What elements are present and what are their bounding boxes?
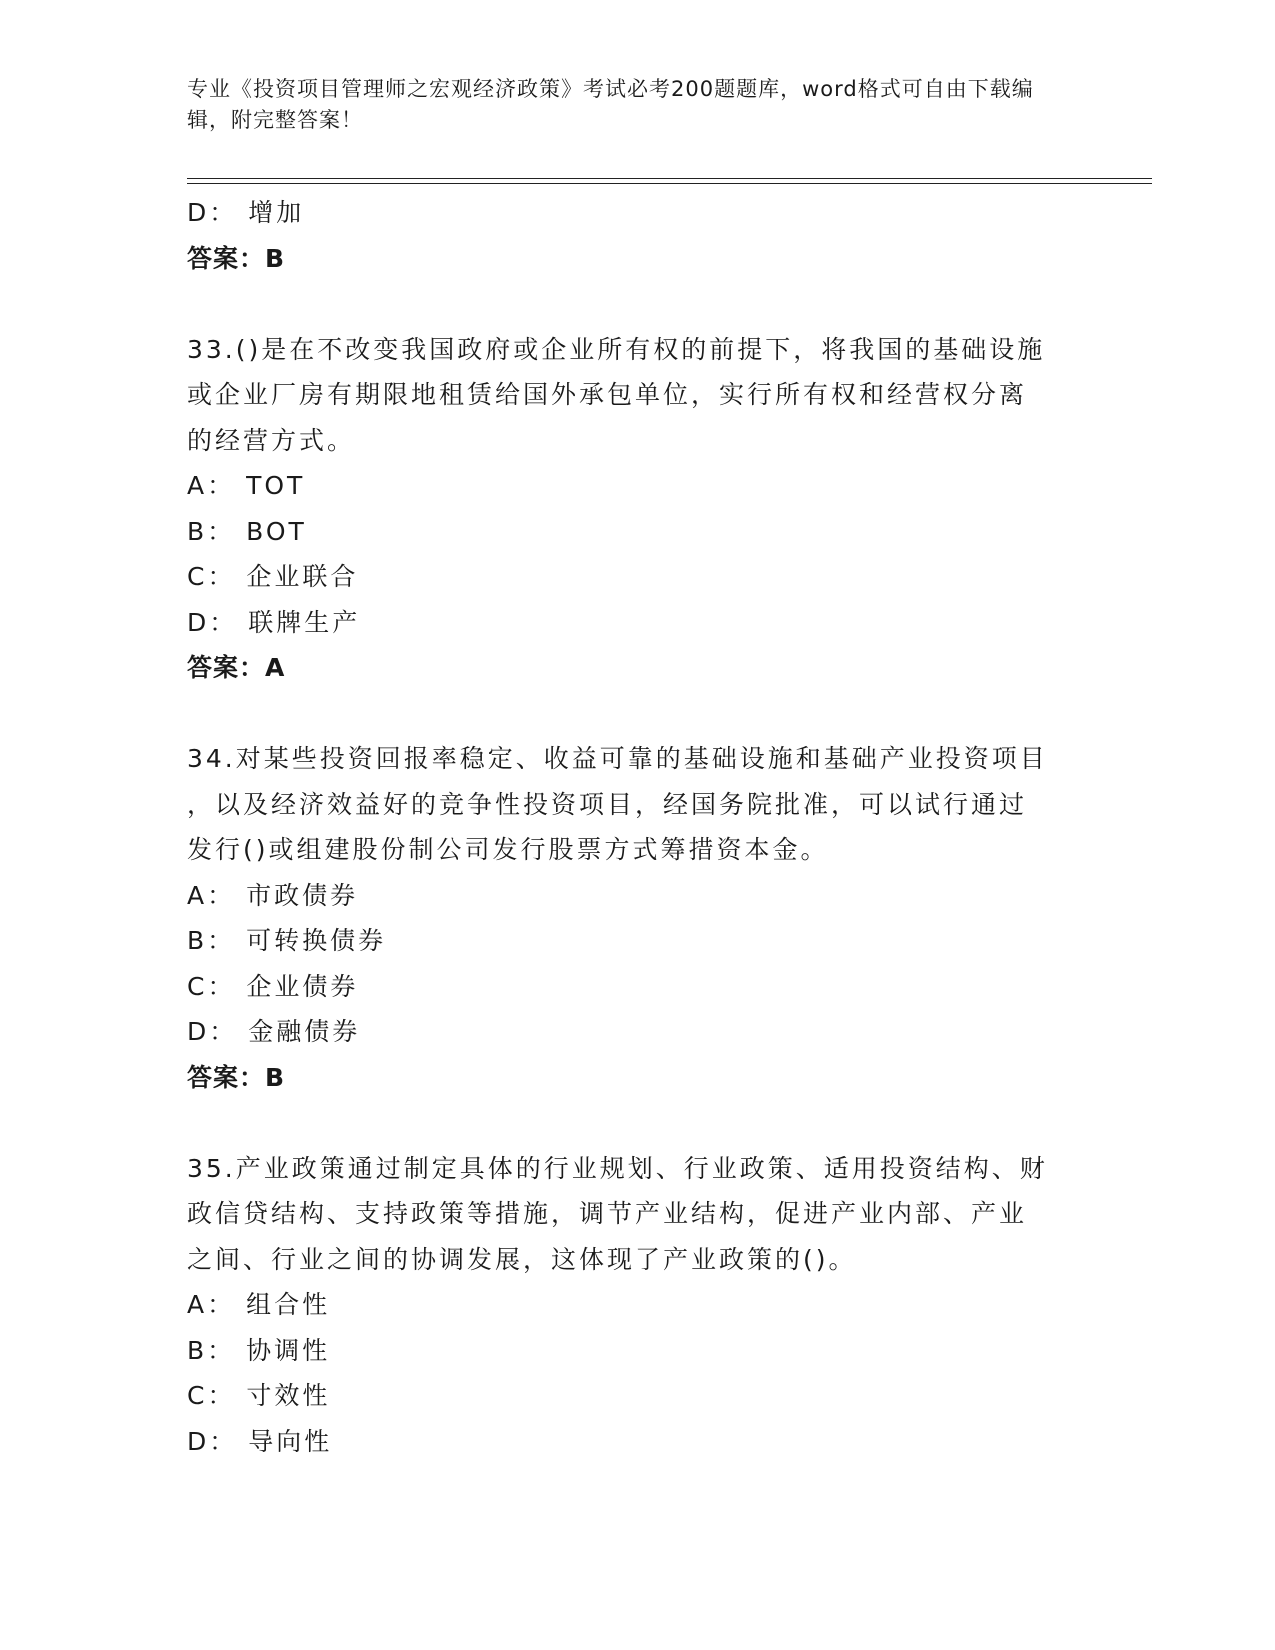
question-stem-line: 发行()或组建股份制公司发行股票方式筹措资本金。 — [187, 835, 829, 864]
spacer — [187, 281, 1087, 327]
document-header: 专业《投资项目管理师之宏观经济政策》考试必考200题题库，word格式可自由下载编辑，附完整答案！ — [187, 77, 1034, 132]
option-line — [187, 964, 1087, 1010]
option-text: 可转换债券 — [246, 926, 387, 955]
option-line — [187, 1419, 1087, 1465]
spacer — [187, 691, 1087, 737]
option-key: D — [187, 1017, 210, 1046]
option-separator: ： — [209, 1426, 249, 1456]
question-block — [187, 327, 1087, 691]
option-text: 寸效性 — [246, 1381, 331, 1410]
option-text: 导向性 — [248, 1426, 333, 1456]
option-key: D — [187, 198, 210, 227]
option-key: B — [187, 1335, 208, 1365]
option-line — [187, 1373, 1087, 1419]
option-separator: ： — [207, 880, 247, 910]
option-line — [187, 1328, 1087, 1374]
question-block — [187, 1146, 1087, 1465]
option-text: 联牌生产 — [248, 607, 361, 637]
option-line — [187, 509, 1087, 555]
option-separator: ： — [207, 1381, 247, 1410]
question-stem-line: ，以及经济效益好的竞争性投资项目，经国务院批准，可以试行通过 — [187, 789, 1028, 819]
option-text: 金融债券 — [248, 1017, 361, 1046]
question-block — [187, 736, 1087, 1100]
option-separator: ： — [209, 607, 249, 637]
question-stem-line: 或企业厂房有期限地租赁给国外承包单位，实行所有权和经营权分离 — [187, 380, 1028, 409]
option-line — [187, 554, 1087, 600]
answer-label: 答案：B — [187, 1062, 286, 1092]
question-stem-line: 34.对某些投资回报率稳定、收益可靠的基础设施和基础产业投资项目 — [187, 744, 1048, 773]
option-separator: ： — [207, 971, 247, 1001]
option-key: A — [187, 1290, 208, 1319]
option-key: D — [187, 607, 210, 637]
option-key: C — [187, 1381, 208, 1410]
question-stem-line: 33.()是在不改变我国政府或企业所有权的前提下，将我国的基础设施 — [187, 334, 1046, 364]
header-divider-top — [187, 178, 1152, 179]
option-separator: ： — [207, 562, 247, 591]
option-text: TOT — [246, 471, 306, 500]
option-key: A — [187, 471, 208, 500]
option-text: BOT — [246, 516, 307, 546]
header-divider-bottom — [187, 183, 1152, 184]
option-separator: ： — [207, 471, 247, 500]
option-text: 增加 — [248, 198, 305, 227]
option-separator: ： — [207, 1335, 247, 1365]
option-line — [187, 873, 1087, 919]
option-key: A — [187, 880, 208, 910]
option-text: 市政债券 — [246, 880, 359, 910]
option-key: B — [187, 926, 208, 955]
option-key: D — [187, 1426, 210, 1456]
answer-label: 答案：B — [187, 243, 286, 273]
option-text: 协调性 — [246, 1335, 331, 1365]
option-separator: ： — [207, 516, 247, 546]
option-key: C — [187, 971, 208, 1001]
option-text: 组合性 — [246, 1290, 331, 1319]
option-line — [187, 463, 1087, 509]
option-line — [187, 918, 1087, 964]
option-separator: ： — [209, 198, 249, 227]
answer-label: 答案：A — [187, 653, 286, 682]
question-stem-line: 的经营方式。 — [187, 425, 356, 455]
question-stem-line: 之间、行业之间的协调发展，这体现了产业政策的()。 — [187, 1244, 857, 1274]
prev-question-tail — [187, 190, 1087, 281]
option-line — [187, 1009, 1087, 1055]
option-text: 企业联合 — [246, 562, 359, 591]
option-separator: ： — [207, 926, 247, 955]
question-stem-line: 35.产业政策通过制定具体的行业规划、行业政策、适用投资结构、财 — [187, 1153, 1048, 1183]
option-line — [187, 600, 1087, 646]
option-text: 企业债券 — [246, 971, 359, 1001]
option-key: C — [187, 562, 208, 591]
option-line — [187, 190, 1087, 236]
option-separator: ： — [209, 1017, 249, 1046]
question-stem-line: 政信贷结构、支持政策等措施，调节产业结构，促进产业内部、产业 — [187, 1199, 1028, 1228]
option-line — [187, 1282, 1087, 1328]
spacer — [187, 1100, 1087, 1146]
document-body — [187, 190, 1087, 1464]
option-key: B — [187, 516, 208, 546]
option-separator: ： — [207, 1290, 247, 1319]
